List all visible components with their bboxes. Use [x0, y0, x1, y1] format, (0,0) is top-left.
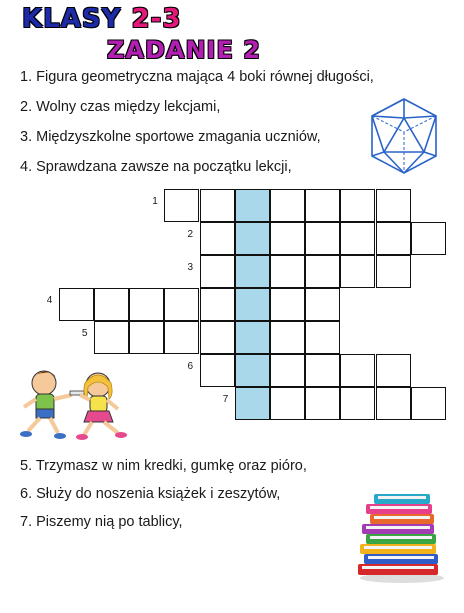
crossword-cell[interactable] [94, 288, 129, 321]
crossword-cell[interactable] [164, 288, 199, 321]
crossword-cell[interactable] [164, 321, 199, 354]
clue-6: 6. Służy do noszenia książek i zeszytów, [20, 486, 281, 502]
crossword-cell[interactable] [340, 354, 375, 387]
crossword-cell[interactable] [340, 222, 375, 255]
crossword-cell[interactable] [94, 321, 129, 354]
key-cell[interactable] [235, 354, 270, 387]
title-class-number: 2-3 [131, 4, 182, 34]
crossword-cell[interactable] [340, 255, 375, 288]
crossword-cell[interactable] [200, 222, 235, 255]
crossword-cell[interactable] [411, 387, 446, 420]
crossword-cell[interactable] [270, 288, 305, 321]
row-number-3: 3 [187, 262, 194, 273]
crossword-cell[interactable] [411, 222, 446, 255]
key-cell[interactable] [235, 189, 270, 222]
crossword-cell[interactable] [376, 354, 411, 387]
icosahedron-icon [368, 96, 440, 176]
title-task: ZADANIE 2 [107, 36, 261, 64]
row-number-5: 5 [81, 328, 88, 339]
title-class [22, 4, 181, 34]
crossword-cell[interactable] [270, 321, 305, 354]
crossword-cell[interactable] [376, 222, 411, 255]
crossword-cell[interactable] [305, 354, 340, 387]
key-cell[interactable] [235, 387, 270, 420]
row-number-2: 2 [187, 229, 194, 240]
crossword-cell[interactable] [305, 255, 340, 288]
row-number-4: 4 [46, 295, 53, 306]
clue-3: 3. Międzyszkolne sportowe zmagania uczniów, [20, 129, 321, 145]
crossword-cell[interactable] [164, 189, 199, 222]
crossword-cell[interactable] [129, 321, 164, 354]
row-number-7: 7 [222, 394, 229, 405]
clue-5: 5. Trzymasz w nim kredki, gumkę oraz pióro, [20, 458, 307, 474]
crossword-cell[interactable] [59, 288, 94, 321]
clue-7: 7. Piszemy nią po tablicy, [20, 514, 183, 530]
key-cell[interactable] [235, 255, 270, 288]
key-cell[interactable] [235, 288, 270, 321]
crossword-cell[interactable] [340, 189, 375, 222]
clue-2: 2. Wolny czas między lekcjami, [20, 99, 221, 115]
crossword-cell[interactable] [200, 354, 235, 387]
crossword-cell[interactable] [305, 288, 340, 321]
crossword-cell[interactable] [305, 189, 340, 222]
crossword-cell[interactable] [376, 255, 411, 288]
crossword-cell[interactable] [376, 387, 411, 420]
crossword-cell[interactable] [340, 387, 375, 420]
crossword-cell[interactable] [270, 189, 305, 222]
running-kids-illustration [14, 365, 134, 445]
row-number-1: 1 [152, 196, 158, 207]
crossword-cell[interactable] [200, 189, 235, 222]
title-class-word: KLASY [22, 4, 122, 34]
crossword-cell[interactable] [270, 255, 305, 288]
crossword-cell[interactable] [200, 288, 235, 321]
crossword-cell[interactable] [305, 321, 340, 354]
clue-1: 1. Figura geometryczna mająca 4 boki równej długości, [20, 69, 374, 85]
crossword-cell[interactable] [305, 387, 340, 420]
key-cell[interactable] [235, 321, 270, 354]
crossword-cell[interactable] [270, 222, 305, 255]
crossword-cell[interactable] [129, 288, 164, 321]
crossword-cell[interactable] [270, 354, 305, 387]
book-stack-illustration [352, 488, 448, 584]
crossword-cell[interactable] [305, 222, 340, 255]
crossword-cell[interactable] [376, 189, 411, 222]
crossword-cell[interactable] [200, 255, 235, 288]
clue-4: 4. Sprawdzana zawsze na początku lekcji, [20, 159, 292, 175]
key-cell[interactable] [235, 222, 270, 255]
crossword-cell[interactable] [200, 321, 235, 354]
crossword-cell[interactable] [270, 387, 305, 420]
row-number-6: 6 [187, 361, 194, 372]
